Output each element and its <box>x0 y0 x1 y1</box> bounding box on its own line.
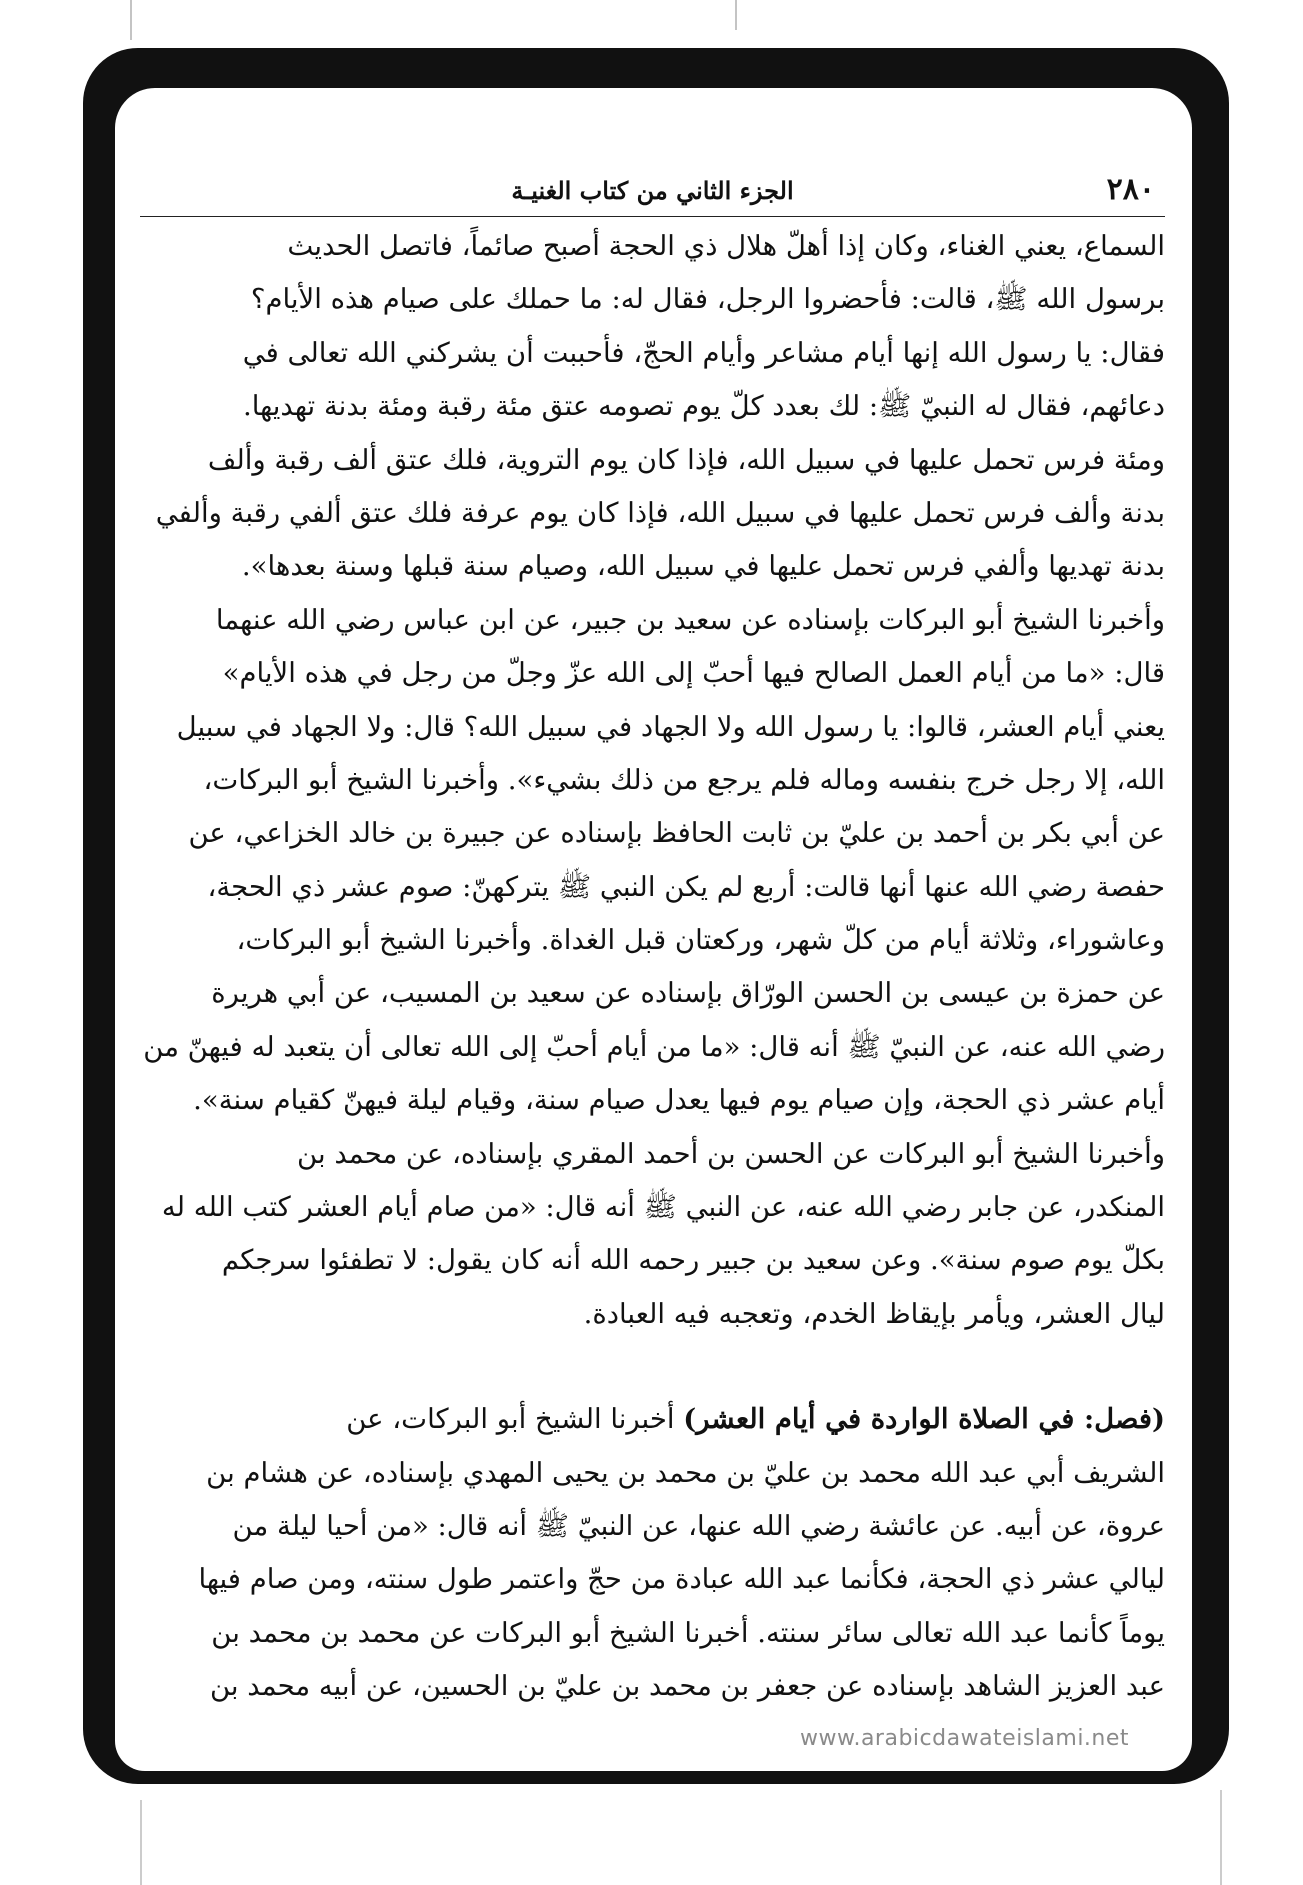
text-line: المنكدر، عن جابر رضي الله عنه، عن النبي ﷺ أنه قال: «من صام أيام العشر كتب الله له <box>161 1191 1165 1224</box>
text-line: بدنة وألف فرس تحمل عليها في سبيل الله، فإذا كان يوم عرفة فلك عتق ألفي رقبة وألفي <box>155 496 1165 529</box>
text-line: عن أبي بكر بن أحمد بن عليّ بن ثابت الحافظ بإسناده عن جبيرة بن خالد الخزاعي، عن <box>188 817 1165 850</box>
scan-mark <box>1220 1790 1222 1885</box>
watermark-url: www.arabicdawateislami.net <box>800 1726 1130 1751</box>
text-line: عبد العزيز الشاهد بإسناده عن جعفر بن محمد بن عليّ بن الحسين، عن أبيه محمد بن <box>209 1670 1165 1703</box>
text-line: ليالي عشر ذي الحجة، فكأنما عبد الله عبادة من حجّ واعتمر طول سنته، ومن صام فيها <box>198 1563 1165 1596</box>
text-line: يعني أيام العشر، قالوا: يا رسول الله ولا الجهاد في سبيل الله؟ قال: ولا الجهاد في سبيل <box>176 710 1165 743</box>
body-text <box>143 220 1165 1714</box>
text-line: برسول الله ﷺ، قالت: فأحضروا الرجل، فقال له: ما حملك على صيام هذه الأيام؟ <box>250 283 1165 316</box>
text-line: وأخبرنا الشيخ أبو البركات عن الحسن بن أحمد المقري بإسناده، عن محمد بن <box>297 1137 1165 1170</box>
text-line: حفصة رضي الله عنها أنها قالت: أربع لم يكن النبي ﷺ يتركهنّ: صوم عشر ذي الحجة، <box>207 870 1165 903</box>
text-line: عن حمزة بن عيسى بن الحسن الورّاق بإسناده عن سعيد بن المسيب، عن أبي هريرة <box>211 977 1165 1010</box>
text-line: يوماً كأنما عبد الله تعالى سائر سنته. أخبرنا الشيخ أبو البركات عن محمد بن محمد بن <box>211 1616 1165 1649</box>
text-line: دعائهم، فقال له النبيّ ﷺ: لك بعدد كلّ يوم تصومه عتق مئة رقبة ومئة بدنة تهديها. <box>242 390 1165 423</box>
section-title: (فصل: في الصلاة الواردة في أيام العشر) <box>683 1403 1165 1436</box>
text-line: قال: «ما من أيام العمل الصالح فيها أحبّ إلى الله عزّ وجلّ من رجل في هذه الأيام» <box>222 657 1165 690</box>
text-line: بدنة تهديها وألفي فرس تحمل عليها في سبيل الله، وصيام سنة قبلها وسنة بعدها». <box>241 550 1165 583</box>
text-line: أيام عشر ذي الحجة، وإن صيام يوم فيها يعدل صيام سنة، وقيام ليلة فيهنّ كقيام سنة». <box>193 1084 1165 1117</box>
text-line: السماع، يعني الغناء، وكان إذا أهلّ هلال ذي الحجة أصبح صائماً، فاتصل الحديث <box>287 230 1165 262</box>
section-first-line-text: أخبرنا الشيخ أبو البركات، عن <box>346 1403 684 1436</box>
page-number: ٢٨٠ <box>1106 172 1155 207</box>
page-header <box>140 170 1165 217</box>
text-line: بكلّ يوم صوم سنة». وعن سعيد بن جبير رحمه الله أنه كان يقول: لا تطفئوا سرجكم <box>221 1244 1165 1277</box>
running-title: الجزء الثاني من كتاب الغنيـة <box>511 176 794 205</box>
scan-mark <box>140 1800 142 1885</box>
section-heading-line <box>143 1393 1165 1446</box>
text-line: الشريف أبي عبد الله محمد بن عليّ بن محمد بن يحيى المهدي بإسناده، عن هشام بن <box>206 1456 1165 1489</box>
text-line: وأخبرنا الشيخ أبو البركات بإسناده عن سعيد بن جبير، عن ابن عباس رضي الله عنهما <box>215 603 1165 636</box>
text-line: عروة، عن أبيه. عن عائشة رضي الله عنها، عن النبيّ ﷺ أنه قال: «من أحيا ليلة من <box>232 1509 1165 1542</box>
text-line: ليال العشر، ويأمر بإيقاظ الخدم، وتعجبه فيه العبادة. <box>583 1297 1165 1330</box>
scan-mark <box>735 0 737 30</box>
scan-mark <box>130 0 132 40</box>
section-gap <box>143 1341 1165 1393</box>
text-line: فقال: يا رسول الله إنها أيام مشاعر وأيام الحجّ، فأحببت أن يشركني الله تعالى في <box>242 336 1165 369</box>
text-line: رضي الله عنه، عن النبيّ ﷺ أنه قال: «ما من أيام أحبّ إلى الله تعالى أن يتعبد له فيهنّ من <box>143 1030 1165 1063</box>
text-line: الله، إلا رجل خرج بنفسه وماله فلم يرجع من ذلك بشيء». وأخبرنا الشيخ أبو البركات، <box>203 763 1165 796</box>
text-line: ومئة فرس تحمل عليها في سبيل الله، فإذا كان يوم التروية، فلك عتق ألف رقبة وألف <box>207 443 1165 476</box>
text-line: وعاشوراء، وثلاثة أيام من كلّ شهر، وركعتان قبل الغداة. وأخبرنا الشيخ أبو البركات، <box>236 924 1165 957</box>
